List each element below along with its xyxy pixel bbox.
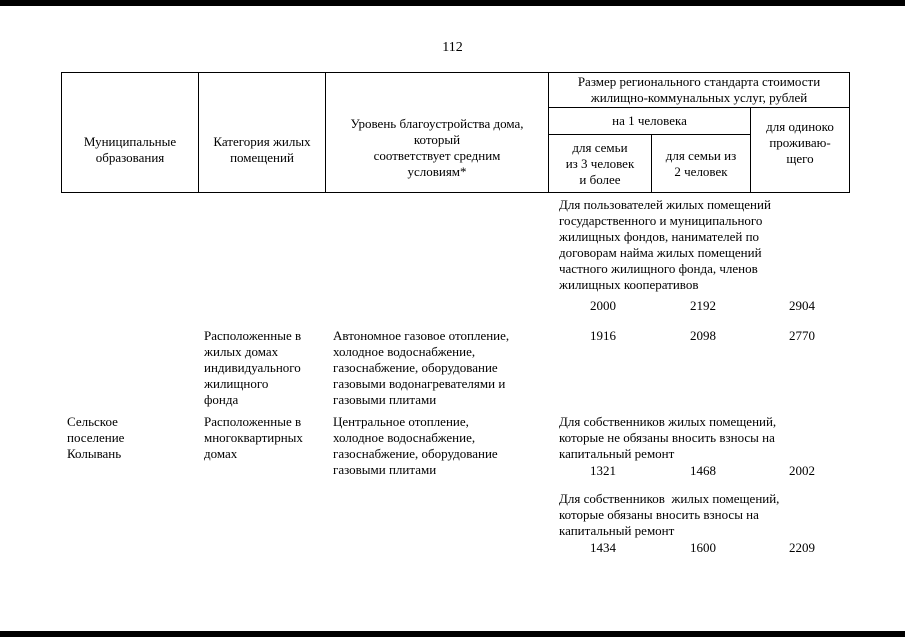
- row-1-improvement: Автономное газовое отопление, холодное водоснабжение, газоснабжение, оборудование газовыми водонагревателями и газовыми плитами: [333, 328, 510, 407]
- top-border: [0, 0, 905, 6]
- group-label-4: Для собственников жилых помещений, которые обязаны вносить взносы на капитальный ремонт: [559, 491, 780, 538]
- header-standard: Размер регионального стандарта стоимости жилищно-коммунальных услуг, рублей: [577, 74, 821, 105]
- value-cell: 2770: [789, 328, 815, 343]
- page-number: 112: [442, 40, 463, 55]
- value-cell: 1321: [590, 463, 616, 478]
- value-cell: 1600: [690, 540, 716, 555]
- row-1-category: Расположенные в жилых домах индивидуального жилищного фонда: [204, 328, 302, 407]
- header-family-2: для семьи из 2 человек: [665, 147, 737, 179]
- value-cell: 2098: [690, 328, 716, 343]
- value-cell: 2192: [690, 298, 716, 313]
- header-single: для одиноко проживаю- щего: [766, 119, 834, 166]
- value-cell: 2904: [789, 298, 815, 313]
- group-label-1: Для пользователей жилых помещений государственного и муниципального жилищных фондов, нанимателей по договорам найма жилых помещений частного жилищного фонда, членов жилищных кооперативов: [559, 197, 771, 292]
- value-cell: 1916: [590, 328, 616, 343]
- header-family-3: для семьи из 3 человек и более: [565, 139, 635, 187]
- header-improvement: Уровень благоустройства дома, который соответствует средним условиям*: [350, 116, 524, 179]
- value-cell: 2000: [590, 298, 616, 313]
- header-municipal: Муниципальные образования: [83, 134, 177, 165]
- row-2-improvement: Центральное отопление, холодное водоснабжение, газоснабжение, оборудование газовыми плитами: [333, 414, 498, 477]
- value-cell: 2209: [789, 540, 815, 555]
- value-cell: 1434: [590, 540, 616, 555]
- row-2-category: Расположенные в многоквартирных домах: [204, 414, 303, 461]
- table-header: [61, 72, 850, 193]
- header-per-person: на 1 человека: [612, 113, 687, 128]
- bottom-border: [0, 631, 905, 637]
- value-cell: 2002: [789, 463, 815, 478]
- header-category: Категория жилых помещений: [213, 134, 311, 165]
- municipality-name: Сельское поселение Колывань: [67, 414, 125, 461]
- group-label-3: Для собственников жилых помещений, которые не обязаны вносить взносы на капитальный ремонт: [559, 414, 777, 461]
- value-cell: 1468: [690, 463, 716, 478]
